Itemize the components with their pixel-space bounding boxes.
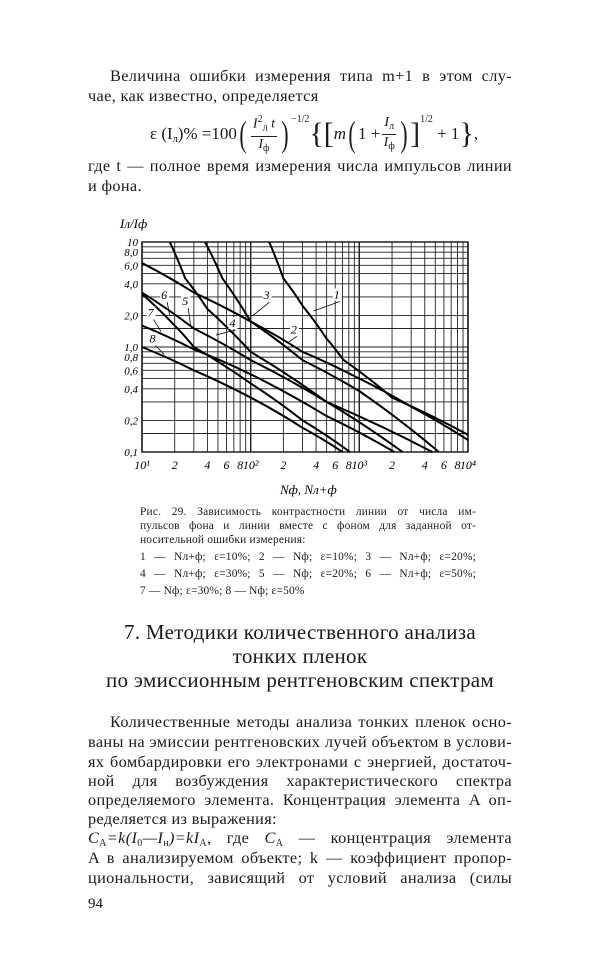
y-tick-label: 1,0 (124, 342, 138, 354)
y-tick-label: 2,0 (124, 310, 138, 323)
text-line: определяемого элемента. Концентрация элемента A оп- (88, 790, 512, 809)
curve-5 (142, 293, 403, 452)
contrast-chart (110, 210, 490, 500)
text-line: и фона. (88, 176, 142, 195)
error-formula: ε $(I_л)\% =100$ ( $\frac{I^2_л t}{I_ф}$ ) $^{-1/2}$ {[ m ( 1 + $\frac{I_л}{I_ф}$ ) ] $^{1/2}$ + 1 } , (150, 114, 479, 154)
y-axis-label: Iл/Iф (120, 216, 148, 231)
y-tick-label: 0,8 (124, 352, 138, 365)
x-tick-label: 10² (242, 458, 259, 472)
caption-line: Рис. 29. Зависимость контрастности линии от числа им- (140, 506, 476, 518)
text-line: ях бомбардировки его электронами с энергией, достаточ- (88, 752, 512, 771)
y-tick-label: 4,0 (124, 278, 138, 291)
caption-line: 1 — Nл+ф; ε=10%; 2 — Nф; ε=10%; 3 — Nл+ф; ε=20%; (140, 551, 476, 563)
text-line: A в анализируемом объекте; k — коэффициент пропор- (88, 848, 512, 867)
annotation-leader (253, 302, 270, 315)
equation-line: $C_A=k(I_0—I_н)=kI_A$, где $C_A$ — концентрация элемента (88, 828, 512, 849)
caption-line: носительной ошибки измерения: (140, 534, 306, 546)
x-axis-label: Nф, Nл+ф (280, 482, 337, 497)
curve-8 (142, 347, 343, 452)
text-line: где t — полное время измерения числа импульсов линии (88, 156, 512, 175)
formula-lhs: ε $(I_л)\% =100$ (150, 123, 237, 145)
x-tick-label: 10³ (351, 458, 368, 472)
curve-label: 8 (149, 331, 156, 346)
curve-label: 3 (263, 288, 270, 303)
text-line: циональности, зависящий от условий анализа (силы (88, 868, 512, 887)
curve-label: 6 (161, 288, 168, 303)
x-tick-label: 4 (204, 458, 211, 472)
text-line: ной для возбуждения характеристического спектра (88, 771, 512, 790)
curve-1 (269, 242, 468, 435)
fraction: $\frac{I_л}{I_ф}$ (383, 114, 395, 152)
curve-label: 2 (290, 322, 297, 337)
curve-label: 1 (333, 287, 340, 302)
annotation-leader (288, 336, 297, 342)
text-line: ределяется из выражения: (88, 809, 277, 828)
text-line: Величина ошибки измерения типа m+1 в этом слу- (110, 66, 512, 85)
fraction: $\frac{I^2_л t}{I_ф}$ (252, 114, 275, 154)
curve-label: 4 (229, 316, 236, 331)
x-tick-label: 8 (237, 458, 244, 472)
y-tick-label: 0,4 (124, 383, 138, 396)
page-number: 94 (88, 896, 103, 912)
curve-label: 5 (182, 294, 189, 309)
caption-line: пульсов фона и линии вместе с фоном для заданной от- (140, 520, 476, 532)
x-tick-label: 6 (332, 458, 339, 472)
x-tick-label: 6 (223, 458, 230, 472)
x-tick-label: 2 (389, 458, 396, 472)
y-tick-label: 0,2 (124, 415, 138, 428)
annotation-leader (154, 320, 162, 332)
x-tick-label: 6 (440, 458, 447, 472)
heading-line: 7. Методики количественного анализа (124, 620, 476, 644)
x-tick-label: 10⁴ (459, 458, 477, 472)
caption-line: 4 — Nл+ф; ε=30%; 5 — Nф; ε=20%; 6 — Nл+ф; ε=50%; (140, 568, 476, 580)
y-tick-label: 8,0 (124, 247, 138, 260)
y-tick-label: 6,0 (124, 260, 138, 273)
curve-label: 7 (147, 305, 154, 320)
x-tick-label: 4 (421, 458, 428, 472)
x-tick-label: 2 (280, 458, 287, 472)
x-tick-label: 10¹ (134, 458, 150, 472)
y-tick-label: 0,1 (124, 447, 138, 459)
x-tick-label: 4 (313, 458, 320, 472)
x-tick-label: 8 (454, 458, 461, 472)
x-tick-label: 8 (345, 458, 352, 472)
annotation-leader (188, 308, 190, 325)
text-line: чае, как известно, определяется (88, 86, 319, 105)
y-tick-label: 10 (127, 237, 138, 249)
heading-line: по эмиссионным рентгеновским спектрам (105, 668, 495, 692)
text-line: ваны на эмиссии рентгеновских лучей объектом в услови- (88, 732, 512, 751)
chart-ticks (124, 237, 476, 472)
x-tick-label: 2 (171, 458, 178, 472)
y-tick-label: 0,6 (124, 365, 138, 378)
heading-line: тонких пленок (232, 644, 368, 668)
caption-line: 7 — Nф; ε=30%; 8 — Nф; ε=50% (140, 585, 305, 597)
text-line: Количественные методы анализа тонких пленок осно- (110, 712, 512, 731)
